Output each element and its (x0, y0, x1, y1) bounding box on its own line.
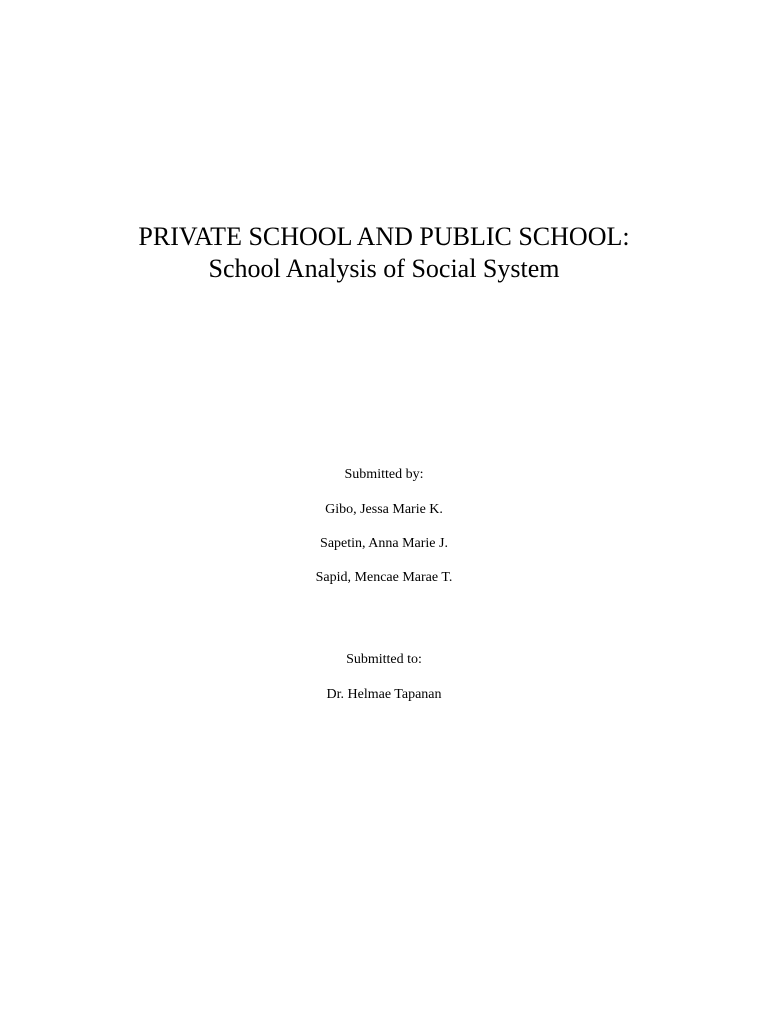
document-title: PRIVATE SCHOOL AND PUBLIC SCHOOL: (138, 222, 630, 251)
submitted-to-label: Submitted to: (346, 652, 422, 667)
title-block (0, 221, 768, 285)
author-name: Sapid, Mencae Marae T. (315, 570, 453, 585)
document-subtitle: School Analysis of Social System (208, 254, 560, 283)
submitted-by-label: Submitted by: (344, 467, 424, 482)
author-name: Sapetin, Anna Marie J. (320, 536, 448, 551)
author-name: Gibo, Jessa Marie K. (325, 502, 443, 517)
recipient-name: Dr. Helmae Tapanan (326, 687, 442, 702)
